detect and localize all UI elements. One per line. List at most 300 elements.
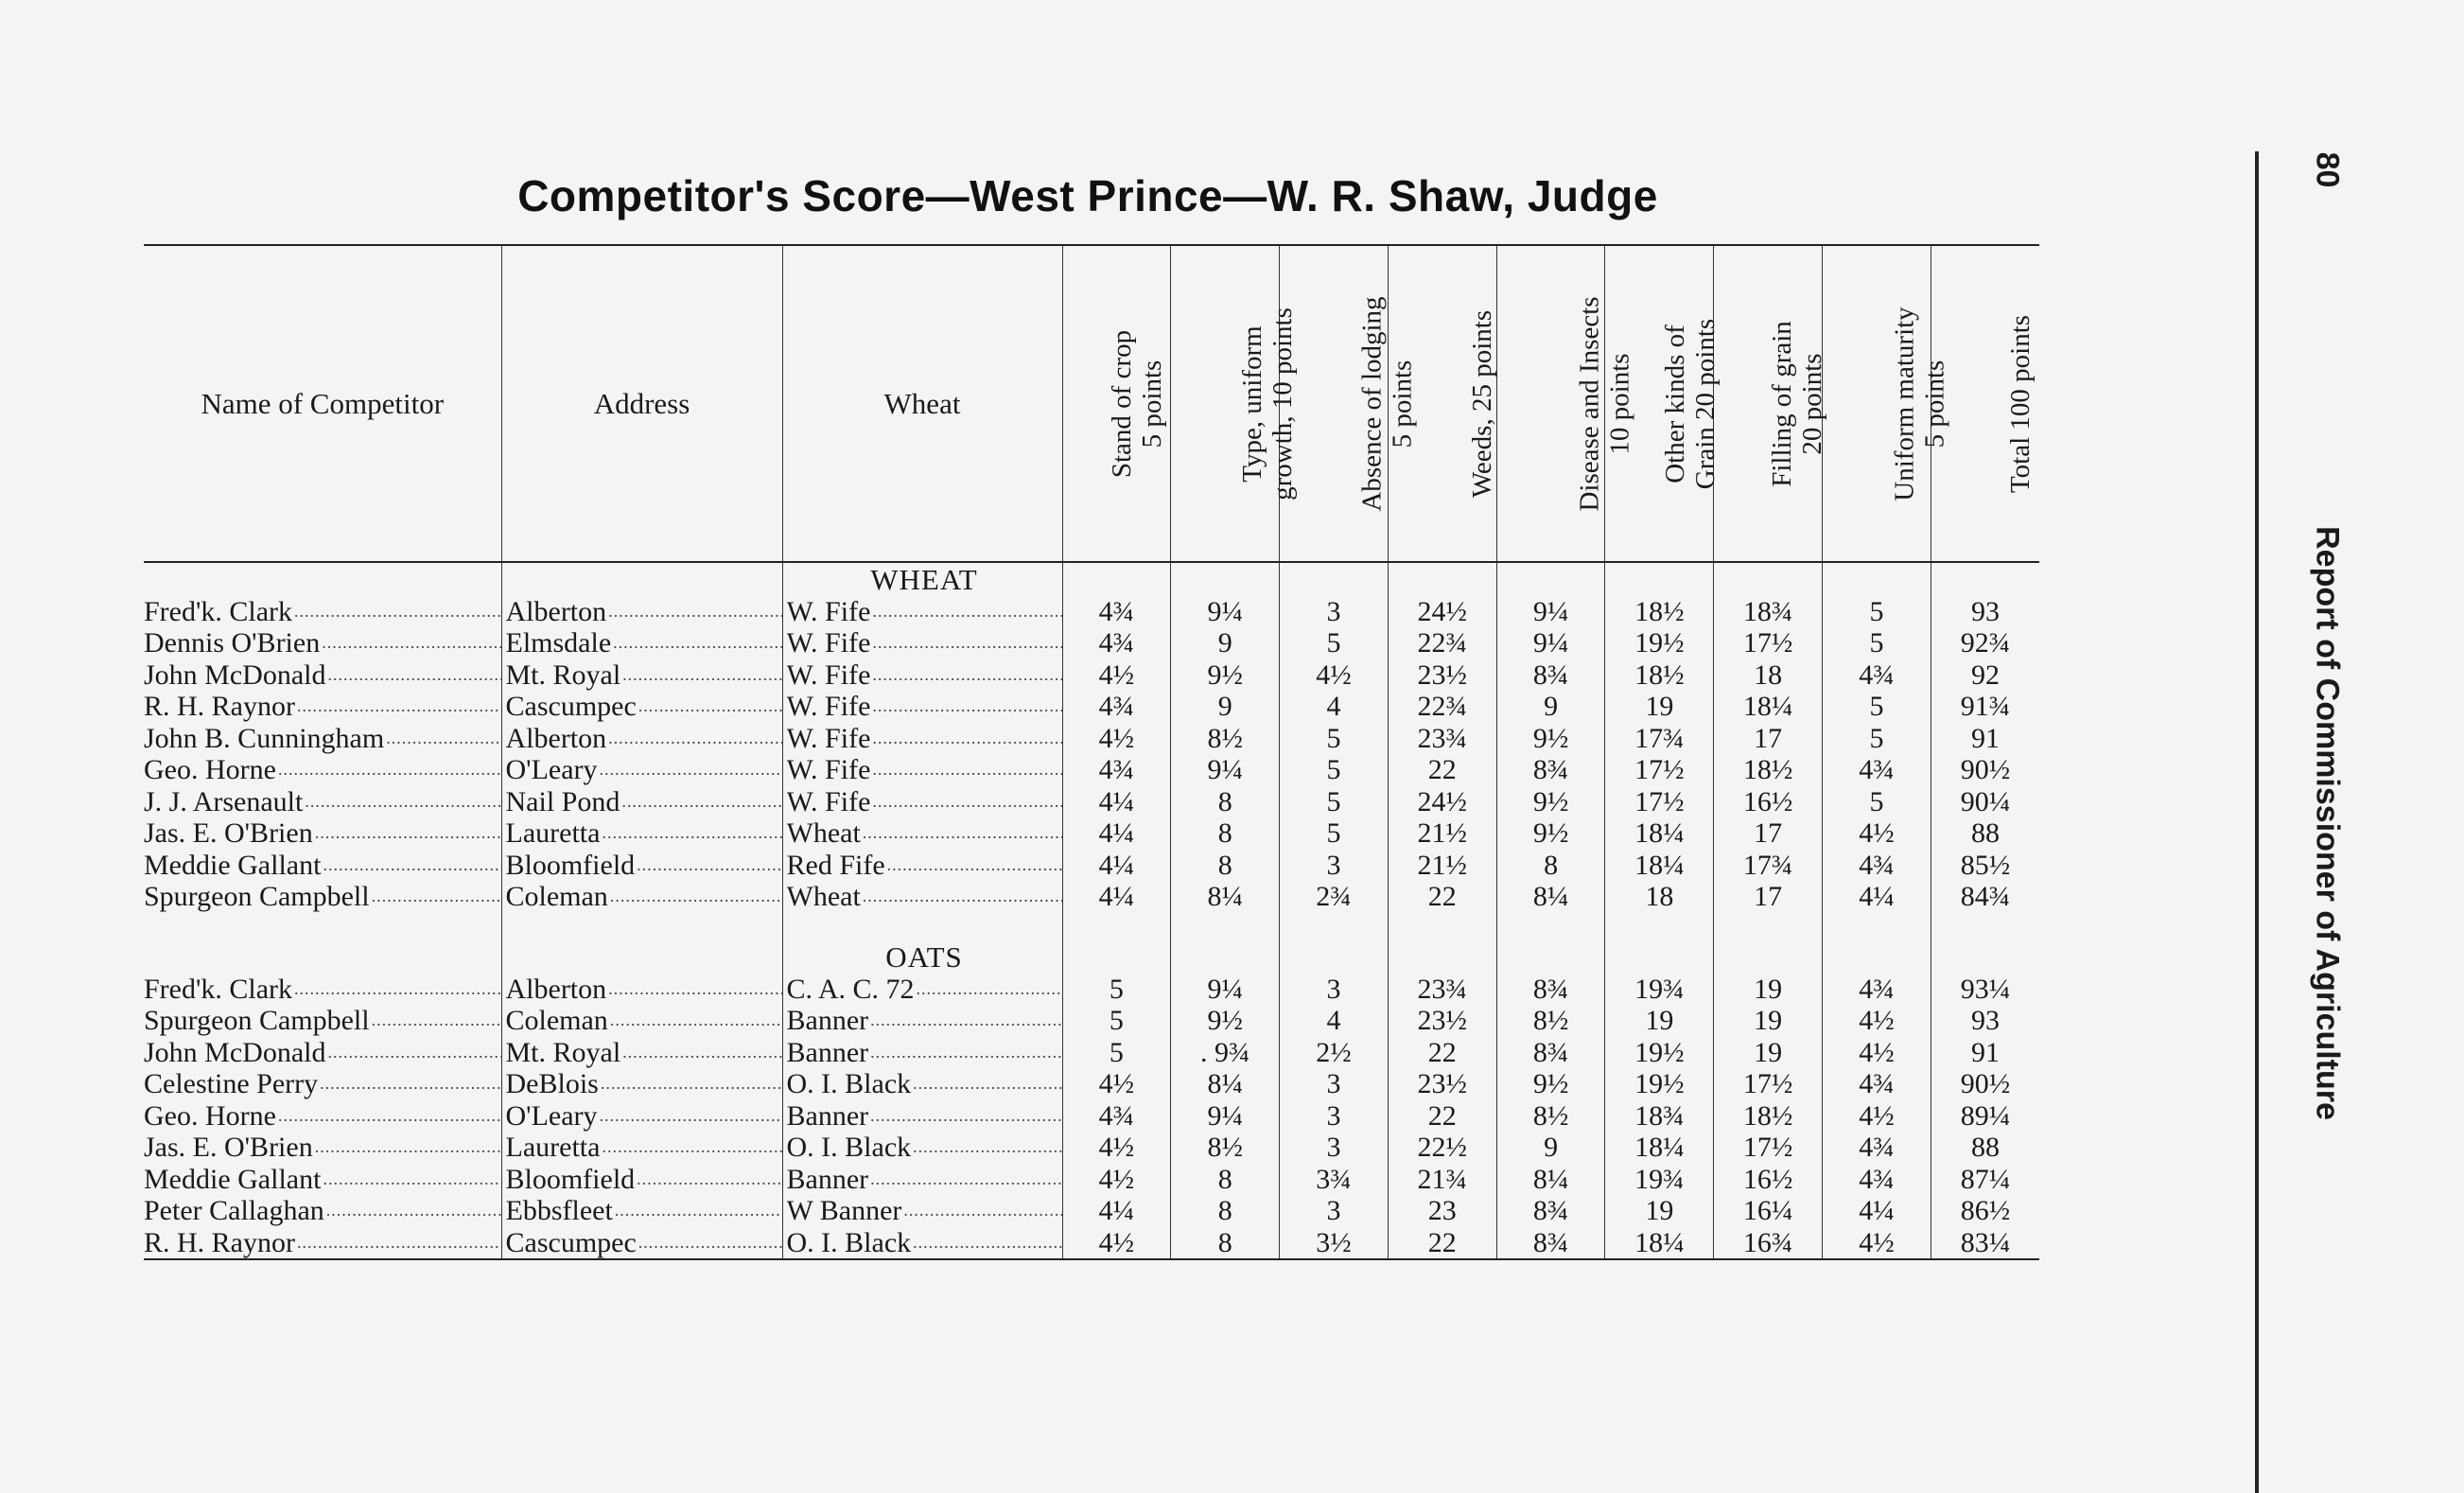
score-other-grain: 18¼ <box>1605 1226 1714 1259</box>
variety-cell <box>782 691 1062 723</box>
spacer-cell <box>782 912 1062 940</box>
score-other-grain: 19½ <box>1605 1068 1714 1100</box>
score-other-grain: 18½ <box>1605 659 1714 691</box>
variety: Banner ..... <box>787 1037 1062 1068</box>
score-other-grain: 19¾ <box>1605 1163 1714 1195</box>
table-row <box>144 1068 2039 1100</box>
score-maturity: 4¼ <box>1823 1195 1931 1227</box>
score-disease: 8¾ <box>1496 1226 1605 1259</box>
col-header-stand-line1: Stand of crop <box>1106 329 1137 478</box>
address: Alberton ..... <box>506 723 782 754</box>
score-total: 90½ <box>1931 1068 2039 1100</box>
score-filling: 16½ <box>1714 1163 1823 1195</box>
page-edge-rule <box>2255 151 2259 1493</box>
variety-cell <box>782 754 1062 786</box>
score-stand: 4¼ <box>1062 1195 1171 1227</box>
score-maturity: 4½ <box>1823 1099 1931 1132</box>
spacer-cell <box>1605 912 1714 940</box>
score-type: 9 <box>1171 627 1280 659</box>
score-other-grain: 19¾ <box>1605 973 1714 1005</box>
score-filling: 18 <box>1714 659 1823 691</box>
score-type: 8 <box>1171 1163 1280 1195</box>
score-type: 8 <box>1171 1226 1280 1259</box>
col-header-disease <box>1496 245 1635 562</box>
table-body <box>144 562 2039 1259</box>
table-row <box>144 595 2039 627</box>
score-lodging: 4 <box>1280 1005 1389 1037</box>
score-weeds: 23½ <box>1388 1005 1496 1037</box>
score-table <box>144 244 2039 1260</box>
competitor-name: Jas. E. O'Brien ..... <box>144 1132 501 1163</box>
score-type: 8¼ <box>1171 881 1280 913</box>
competitor-name: Peter Callaghan ..... <box>144 1195 501 1226</box>
score-total: 93 <box>1931 1005 2039 1037</box>
variety-cell <box>782 849 1062 881</box>
competitor-name: J. J. Arsenault ..... <box>144 786 501 817</box>
score-weeds: 23½ <box>1388 1068 1496 1100</box>
score-weeds: 24½ <box>1388 785 1496 817</box>
score-disease: 8¾ <box>1496 1195 1605 1227</box>
score-stand: 4¼ <box>1062 849 1171 881</box>
competitor-name-cell <box>144 1195 501 1227</box>
variety: Wheat ..... <box>787 881 1062 912</box>
score-other-grain: 17¾ <box>1605 722 1714 754</box>
section-blank-cell <box>144 940 501 973</box>
section-blank-cell <box>1931 940 2039 973</box>
score-lodging: 3 <box>1280 973 1389 1005</box>
score-disease: 9 <box>1496 1132 1605 1164</box>
score-total: 88 <box>1931 1132 2039 1164</box>
score-stand: 4¼ <box>1062 785 1171 817</box>
section-blank-cell <box>501 940 782 973</box>
score-filling: 19 <box>1714 973 1823 1005</box>
score-filling: 18½ <box>1714 754 1823 786</box>
variety: Red Fife ..... <box>787 850 1062 881</box>
score-lodging: 4 <box>1280 691 1389 723</box>
col-header-weeds-text: Weeds, 25 points <box>1467 309 1498 499</box>
variety: O. I. Black ..... <box>787 1227 1062 1258</box>
section-blank-cell <box>1496 562 1605 595</box>
variety: W. Fife ..... <box>787 691 1062 722</box>
score-type: 9½ <box>1171 1005 1280 1037</box>
score-maturity: 4½ <box>1823 817 1931 850</box>
address: Lauretta ..... <box>506 1132 782 1163</box>
score-filling: 19 <box>1714 1005 1823 1037</box>
col-header-lodging-line1: Absence of lodging <box>1356 295 1388 512</box>
score-weeds: 23¾ <box>1388 973 1496 1005</box>
competitor-name-cell <box>144 691 501 723</box>
address: Coleman ..... <box>506 1005 782 1036</box>
address-cell <box>501 881 782 913</box>
variety: W. Fife ..... <box>787 786 1062 817</box>
score-maturity: 4½ <box>1823 1036 1931 1068</box>
section-blank-cell <box>501 562 782 595</box>
score-other-grain: 18¼ <box>1605 1132 1714 1164</box>
address-cell <box>501 973 782 1005</box>
variety: Banner ..... <box>787 1100 1062 1132</box>
score-type: 8 <box>1171 849 1280 881</box>
score-other-grain: 19½ <box>1605 627 1714 659</box>
score-lodging: 5 <box>1280 785 1389 817</box>
score-type: 8 <box>1171 1195 1280 1227</box>
competitor-name-cell <box>144 1099 501 1132</box>
variety: Banner ..... <box>787 1164 1062 1195</box>
table-row <box>144 849 2039 881</box>
score-lodging: 3 <box>1280 1068 1389 1100</box>
score-stand: 4¾ <box>1062 627 1171 659</box>
variety: W. Fife ..... <box>787 723 1062 754</box>
score-lodging: 3 <box>1280 1099 1389 1132</box>
col-header-maturity <box>1823 245 1950 562</box>
address: Mt. Royal ..... <box>506 659 782 691</box>
section-blank-cell <box>1062 562 1171 595</box>
variety: W Banner ..... <box>787 1195 1062 1226</box>
score-lodging: 3¾ <box>1280 1163 1389 1195</box>
address: O'Leary ..... <box>506 1100 782 1132</box>
col-header-type-line2: growth, 10 points <box>1267 307 1299 501</box>
spacer-cell <box>1062 912 1171 940</box>
page-number <box>2298 151 2355 188</box>
address-cell <box>501 817 782 850</box>
table-row <box>144 785 2039 817</box>
score-total: 92 <box>1931 659 2039 691</box>
score-other-grain: 18¼ <box>1605 817 1714 850</box>
section-blank-cell <box>1605 940 1714 973</box>
score-maturity: 5 <box>1823 595 1931 627</box>
score-total: 91 <box>1931 722 2039 754</box>
address: O'Leary ..... <box>506 754 782 785</box>
score-weeds: 22 <box>1388 1099 1496 1132</box>
section-blank-cell <box>1823 940 1931 973</box>
score-disease: 9½ <box>1496 722 1605 754</box>
section-blank-cell <box>1388 940 1496 973</box>
col-header-other-line1: Other kinds of <box>1660 324 1691 483</box>
score-filling: 17¾ <box>1714 849 1823 881</box>
competitor-name: Spurgeon Campbell ..... <box>144 1005 501 1036</box>
variety-cell <box>782 973 1062 1005</box>
score-lodging: 3 <box>1280 595 1389 627</box>
score-lodging: 3½ <box>1280 1226 1389 1259</box>
competitor-name-cell <box>144 754 501 786</box>
address: Lauretta ..... <box>506 817 782 849</box>
score-type: 9¼ <box>1171 595 1280 627</box>
col-header-disease-line1: Disease and Insects <box>1574 295 1605 512</box>
address: Cascumpec ..... <box>506 1227 782 1258</box>
col-header-filling-line1: Filling of grain <box>1767 320 1798 487</box>
table-row <box>144 1226 2039 1259</box>
score-total: 89¼ <box>1931 1099 2039 1132</box>
score-maturity: 4¾ <box>1823 1163 1931 1195</box>
score-other-grain: 17½ <box>1605 754 1714 786</box>
score-weeds: 22 <box>1388 1226 1496 1259</box>
address-cell <box>501 1132 782 1164</box>
score-other-grain: 18¼ <box>1605 849 1714 881</box>
variety-cell <box>782 722 1062 754</box>
score-disease: 9½ <box>1496 1068 1605 1100</box>
score-filling: 17 <box>1714 881 1823 913</box>
score-maturity: 5 <box>1823 722 1931 754</box>
score-lodging: 3 <box>1280 1195 1389 1227</box>
col-header-lodging-line2: 5 points <box>1387 360 1418 448</box>
score-disease: 9¼ <box>1496 595 1605 627</box>
table-row <box>144 659 2039 691</box>
score-stand: 4½ <box>1062 1068 1171 1100</box>
score-disease: 9½ <box>1496 785 1605 817</box>
table-row <box>144 754 2039 786</box>
score-weeds: 22 <box>1388 881 1496 913</box>
score-weeds: 22½ <box>1388 1132 1496 1164</box>
col-header-address: Address <box>501 245 782 562</box>
address-cell <box>501 785 782 817</box>
col-header-type <box>1171 245 1299 562</box>
address: Coleman ..... <box>506 881 782 912</box>
variety-cell <box>782 1036 1062 1068</box>
table-row <box>144 817 2039 850</box>
competitor-name: R. H. Raynor ..... <box>144 691 501 722</box>
page-title: Competitor's Score—West Prince—W. R. Shaw, Judge <box>517 171 1658 220</box>
score-other-grain: 18½ <box>1605 595 1714 627</box>
score-stand: 5 <box>1062 1036 1171 1068</box>
competitor-name-cell <box>144 849 501 881</box>
competitor-name-cell <box>144 1132 501 1164</box>
address: Bloomfield ..... <box>506 850 782 881</box>
competitor-name: Spurgeon Campbell ..... <box>144 881 501 912</box>
score-maturity: 4¾ <box>1823 1068 1931 1100</box>
score-maturity: 4¾ <box>1823 754 1931 786</box>
section-blank-cell <box>1496 940 1605 973</box>
competitor-name-cell <box>144 785 501 817</box>
score-type: 9½ <box>1171 659 1280 691</box>
variety: O. I. Black ..... <box>787 1068 1062 1099</box>
score-weeds: 22 <box>1388 754 1496 786</box>
score-filling: 16¾ <box>1714 1226 1823 1259</box>
competitor-name-cell <box>144 659 501 691</box>
score-disease: 8¾ <box>1496 973 1605 1005</box>
score-disease: 8¾ <box>1496 1036 1605 1068</box>
header-row <box>144 245 2039 562</box>
running-title-text: Report of Commissioner of Agriculture <box>2309 526 2346 1120</box>
section-heading-row <box>144 562 2039 595</box>
competitor-name-cell <box>144 1036 501 1068</box>
score-type: 8¼ <box>1171 1068 1280 1100</box>
score-lodging: 5 <box>1280 722 1389 754</box>
competitor-name-cell <box>144 627 501 659</box>
score-filling: 19 <box>1714 1036 1823 1068</box>
col-header-stand <box>1062 245 1171 562</box>
score-total: 85½ <box>1931 849 2039 881</box>
table-row <box>144 1163 2039 1195</box>
col-header-total-text: Total 100 points <box>2004 314 2036 494</box>
address: Nail Pond ..... <box>506 786 782 817</box>
score-type: 8 <box>1171 785 1280 817</box>
score-stand: 4½ <box>1062 722 1171 754</box>
competitor-name: John McDonald ..... <box>144 1037 501 1068</box>
score-total: 92¾ <box>1931 627 2039 659</box>
col-header-name: Name of Competitor <box>144 245 501 562</box>
col-header-other-line2: Grain 20 points <box>1690 318 1721 489</box>
variety: W. Fife ..... <box>787 754 1062 785</box>
score-other-grain: 18 <box>1605 881 1714 913</box>
score-total: 83¼ <box>1931 1226 2039 1259</box>
section-blank-cell <box>1280 562 1389 595</box>
variety-cell <box>782 659 1062 691</box>
score-disease: 8¼ <box>1496 1163 1605 1195</box>
variety-cell <box>782 881 1062 913</box>
score-stand: 4¾ <box>1062 595 1171 627</box>
score-weeds: 21¾ <box>1388 1163 1496 1195</box>
col-header-maturity-line2: 5 points <box>1919 360 1950 448</box>
score-type: 8½ <box>1171 722 1280 754</box>
score-lodging: 5 <box>1280 817 1389 850</box>
table-row <box>144 691 2039 723</box>
score-other-grain: 19½ <box>1605 1036 1714 1068</box>
table-row <box>144 973 2039 1005</box>
col-header-filling-line2: 20 points <box>1797 352 1828 455</box>
score-other-grain: 19 <box>1605 1195 1714 1227</box>
competitor-name: Meddie Gallant ..... <box>144 1164 501 1195</box>
page-number-text: 80 <box>2309 151 2346 188</box>
address-cell <box>501 754 782 786</box>
variety-cell <box>782 595 1062 627</box>
address-cell <box>501 1099 782 1132</box>
section-blank-cell <box>1714 940 1823 973</box>
variety: W. Fife ..... <box>787 627 1062 659</box>
score-maturity: 4¼ <box>1823 881 1931 913</box>
score-maturity: 5 <box>1823 691 1931 723</box>
score-lodging: 5 <box>1280 627 1389 659</box>
score-filling: 17 <box>1714 722 1823 754</box>
competitor-name: Celestine Perry ..... <box>144 1068 501 1099</box>
score-weeds: 22¾ <box>1388 627 1496 659</box>
address-cell <box>501 1036 782 1068</box>
score-maturity: 5 <box>1823 627 1931 659</box>
variety-cell <box>782 1195 1062 1227</box>
score-stand: 4½ <box>1062 659 1171 691</box>
competitor-name: John B. Cunningham ..... <box>144 723 501 754</box>
score-disease: 8½ <box>1496 1099 1605 1132</box>
score-filling: 17½ <box>1714 1132 1823 1164</box>
section-blank-cell <box>1280 940 1389 973</box>
score-stand: 4¾ <box>1062 754 1171 786</box>
score-stand: 5 <box>1062 973 1171 1005</box>
score-maturity: 4¾ <box>1823 973 1931 1005</box>
score-filling: 17½ <box>1714 1068 1823 1100</box>
score-other-grain: 19 <box>1605 1005 1714 1037</box>
spacer-cell <box>1931 912 2039 940</box>
score-maturity: 4¾ <box>1823 1132 1931 1164</box>
competitor-name: Geo. Horne ..... <box>144 754 501 785</box>
spacer-cell <box>1280 912 1389 940</box>
section-blank-cell <box>1171 562 1280 595</box>
competitor-name: Meddie Gallant ..... <box>144 850 501 881</box>
score-stand: 4¼ <box>1062 881 1171 913</box>
score-filling: 18¾ <box>1714 595 1823 627</box>
score-total: 91 <box>1931 1036 2039 1068</box>
variety-cell <box>782 1068 1062 1100</box>
section-spacer <box>144 912 2039 940</box>
section-label: WHEAT <box>782 562 1062 595</box>
section-heading-row <box>144 940 2039 973</box>
score-type: 9 <box>1171 691 1280 723</box>
score-stand: 4¾ <box>1062 691 1171 723</box>
score-other-grain: 17½ <box>1605 785 1714 817</box>
competitor-name: R. H. Raynor ..... <box>144 1227 501 1258</box>
table-row <box>144 1036 2039 1068</box>
table-row <box>144 1005 2039 1037</box>
spacer-cell <box>1388 912 1496 940</box>
score-disease: 8¼ <box>1496 881 1605 913</box>
score-stand: 5 <box>1062 1005 1171 1037</box>
col-header-filling <box>1714 245 1828 562</box>
score-weeds: 22¾ <box>1388 691 1496 723</box>
score-weeds: 23¾ <box>1388 722 1496 754</box>
spacer-cell <box>1714 912 1823 940</box>
variety: O. I. Black ..... <box>787 1132 1062 1163</box>
score-filling: 18¼ <box>1714 691 1823 723</box>
variety-cell <box>782 1226 1062 1259</box>
score-filling: 18½ <box>1714 1099 1823 1132</box>
address-cell <box>501 627 782 659</box>
spacer-cell <box>144 912 501 940</box>
competitor-name: Fred'k. Clark ..... <box>144 974 501 1005</box>
score-weeds: 22 <box>1388 1036 1496 1068</box>
address-cell <box>501 1163 782 1195</box>
score-disease: 9½ <box>1496 817 1605 850</box>
section-blank-cell <box>144 562 501 595</box>
address: DeBlois ..... <box>506 1068 782 1099</box>
address: Alberton ..... <box>506 974 782 1005</box>
table-row <box>144 627 2039 659</box>
score-total: 91¾ <box>1931 691 2039 723</box>
score-maturity: 4½ <box>1823 1005 1931 1037</box>
col-header-maturity-line1: Uniform maturity <box>1889 306 1920 501</box>
variety-cell <box>782 1132 1062 1164</box>
table-row <box>144 1132 2039 1164</box>
section-blank-cell <box>1605 562 1714 595</box>
score-weeds: 21½ <box>1388 849 1496 881</box>
address-cell <box>501 659 782 691</box>
col-header-stand-line2: 5 points <box>1136 360 1167 448</box>
score-lodging: 2¾ <box>1280 881 1389 913</box>
section-blank-cell <box>1171 940 1280 973</box>
address-cell <box>501 722 782 754</box>
score-filling: 17½ <box>1714 627 1823 659</box>
score-other-grain: 19 <box>1605 691 1714 723</box>
score-filling: 16½ <box>1714 785 1823 817</box>
score-maturity: 4¾ <box>1823 659 1931 691</box>
score-total: 90½ <box>1931 754 2039 786</box>
address-cell <box>501 1226 782 1259</box>
score-disease: 8 <box>1496 849 1605 881</box>
variety-cell <box>782 1163 1062 1195</box>
score-lodging: 4½ <box>1280 659 1389 691</box>
score-disease: 9¼ <box>1496 627 1605 659</box>
address: Cascumpec ..... <box>506 691 782 722</box>
score-maturity: 5 <box>1823 785 1931 817</box>
score-disease: 8¾ <box>1496 659 1605 691</box>
table-row <box>144 1099 2039 1132</box>
score-stand: 4½ <box>1062 1163 1171 1195</box>
score-weeds: 23½ <box>1388 659 1496 691</box>
score-stand: 4½ <box>1062 1132 1171 1164</box>
variety-cell <box>782 817 1062 850</box>
competitor-name-cell <box>144 722 501 754</box>
competitor-name: Geo. Horne ..... <box>144 1100 501 1132</box>
score-lodging: 5 <box>1280 754 1389 786</box>
competitor-name: Dennis O'Brien ..... <box>144 627 501 659</box>
score-lodging: 2½ <box>1280 1036 1389 1068</box>
running-title <box>2300 464 2353 1183</box>
